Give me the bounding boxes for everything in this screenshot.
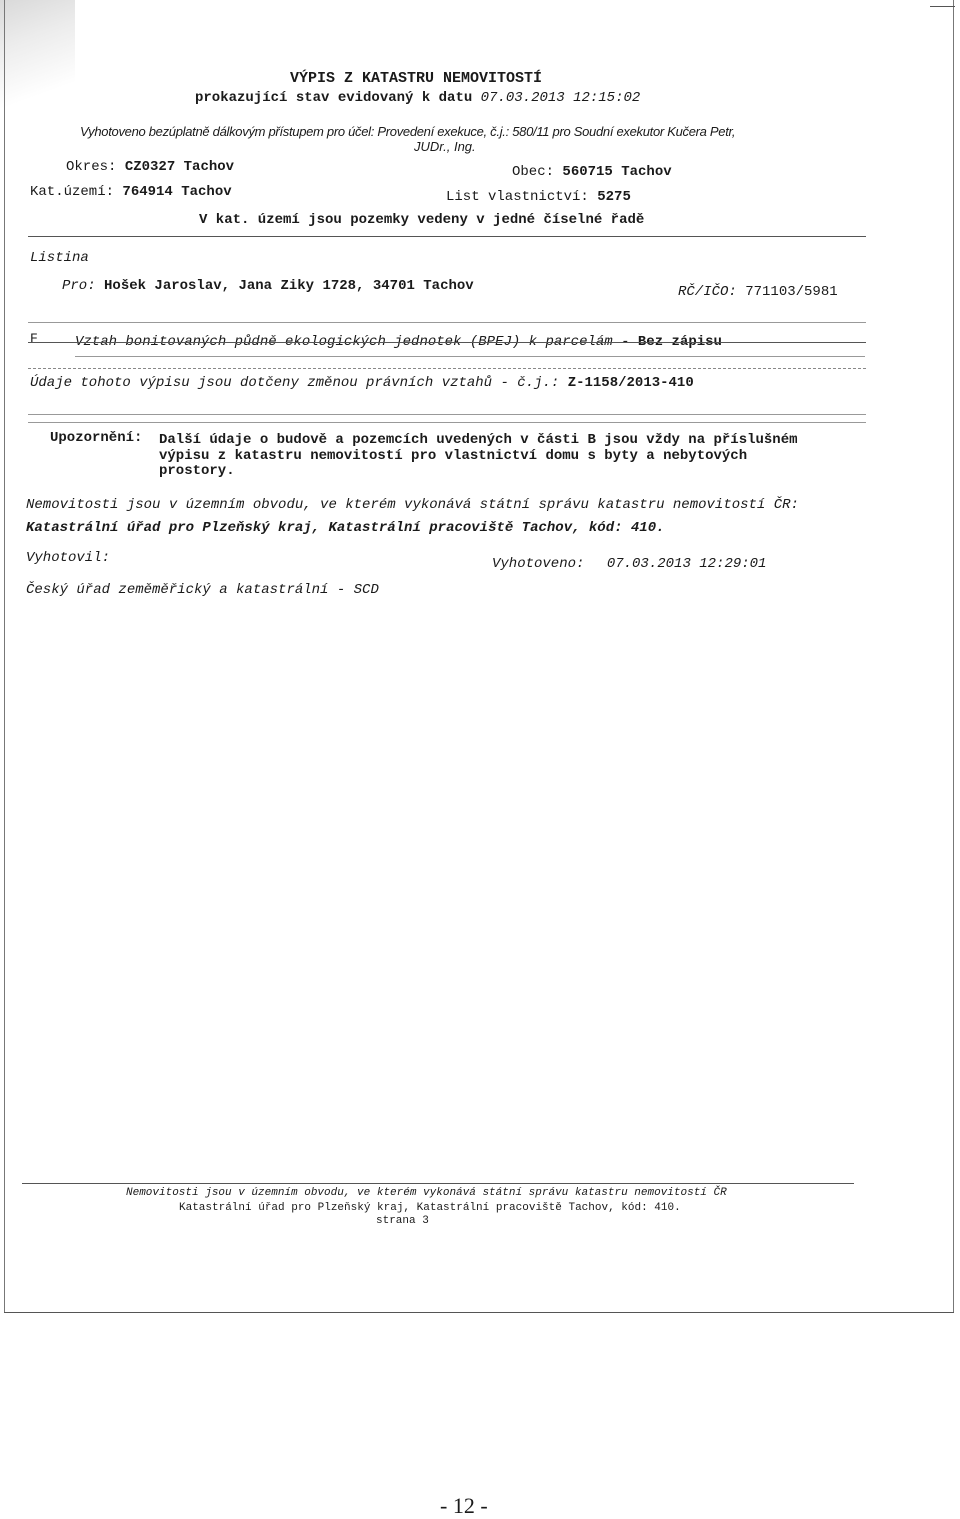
scan-edge-left [4,0,5,1312]
footer-divider [22,1183,854,1184]
udaje-text: Údaje tohoto výpisu jsou dotčeny změnou právních vztahů - č.j.: [30,375,560,391]
section-f-value: Bez zápisu [637,334,722,350]
rc-row [678,284,838,300]
footer-line-2: Katastrální úřad pro Plzeňský kraj, Katastrální pracoviště Tachov, kód: 410. [179,1202,681,1214]
vyhotoveno-value: 07.03.2013 12:29:01 [606,556,767,572]
scan-mark-top-right [930,6,955,7]
page-number: - 12 - [440,1493,488,1518]
rc-value: 771103/5981 [745,284,838,300]
upozorneni-line-1: Další údaje o budově a pozemcích uvedených v části B jsou vždy na příslušném [159,432,798,448]
subtitle-date: 07.03.2013 12:15:02 [480,90,641,106]
pro-row [62,278,474,294]
divider-f-bottom [75,356,865,357]
section-f-text: Vztah bonitovaných půdně ekologických jednotek (BPEJ) k parcelám - [75,334,630,350]
obec-row [512,164,672,180]
document-title: VÝPIS Z KATASTRU NEMOVITOSTÍ [290,70,543,87]
udaje-row [30,375,694,391]
divider-info [28,236,866,237]
kat-uzemi-value: 764914 Tachov [122,184,232,200]
footer-line-1: Nemovitosti jsou v územním obvodu, ve kterém vykonává státní správu katastru nemovitostí ČR [126,1187,727,1199]
lv-value: 5275 [597,189,631,205]
document-subtitle [195,90,640,106]
section-f-letter: F [30,331,38,346]
upozorneni-line-3: prostory. [159,463,235,479]
okres-value: CZ0327 Tachov [124,159,235,175]
obec-label: Obec: [512,164,555,180]
purpose-line-2: JUDr., Ing. [414,139,476,154]
pro-label: Pro: [62,278,96,294]
office-line-2: Katastrální úřad pro Plzeňský kraj, Katastrální pracoviště Tachov, kód: 410. [26,520,665,536]
obec-value: 560715 Tachov [562,164,672,180]
okres-row [66,159,234,175]
kat-uzemi-note: V kat. území jsou pozemky vedeny v jedné číselné řadě [199,212,645,228]
kat-uzemi-row [30,184,232,200]
pro-value: Hošek Jaroslav, Jana Ziky 1728, 34701 Tachov [104,278,474,294]
udaje-value: Z-1158/2013-410 [567,375,694,391]
rc-label: RČ/IČO: [678,284,737,300]
lv-label: List vlastnictví: [446,189,589,205]
scan-edge-right [953,0,954,1312]
divider-f-top [28,322,866,323]
divider-f-mid [28,342,866,343]
scan-edge-bottom [4,1312,954,1313]
scan-shadow [0,0,75,110]
office-line-1: Nemovitosti jsou v územním obvodu, ve kterém vykonává státní správu katastru nemovitostí ČR: [26,497,799,513]
subtitle-label: prokazující stav evidovaný k datu [195,90,473,106]
divider-udaje [28,414,866,415]
purpose-line-1: Vyhotoveno bezúplatně dálkovým přístupem pro účel: Provedení exekuce, č.j.: 580/11 pro Soudní exekutor Kučera Petr, [80,124,736,139]
vyhotovil-value: Český úřad zeměměřický a katastrální - SCD [26,582,379,598]
lv-row [446,189,631,205]
divider-f-dashed [28,368,866,369]
kat-uzemi-label: Kat.území: [30,184,115,200]
vyhotovil-label: Vyhotovil: [26,550,111,566]
vyhotoveno-row [492,556,766,572]
upozorneni-line-2: výpisu z katastru nemovitostí pro vlastnictví domu s byty a nebytových [159,448,748,464]
okres-label: Okres: [66,159,117,175]
vyhotoveno-label: Vyhotoveno: [492,556,585,572]
listina-label: Listina [30,250,89,266]
footer-page: strana 3 [376,1215,429,1227]
upozorneni-label: Upozornění: [50,430,143,446]
divider-udaje-2 [28,422,866,423]
